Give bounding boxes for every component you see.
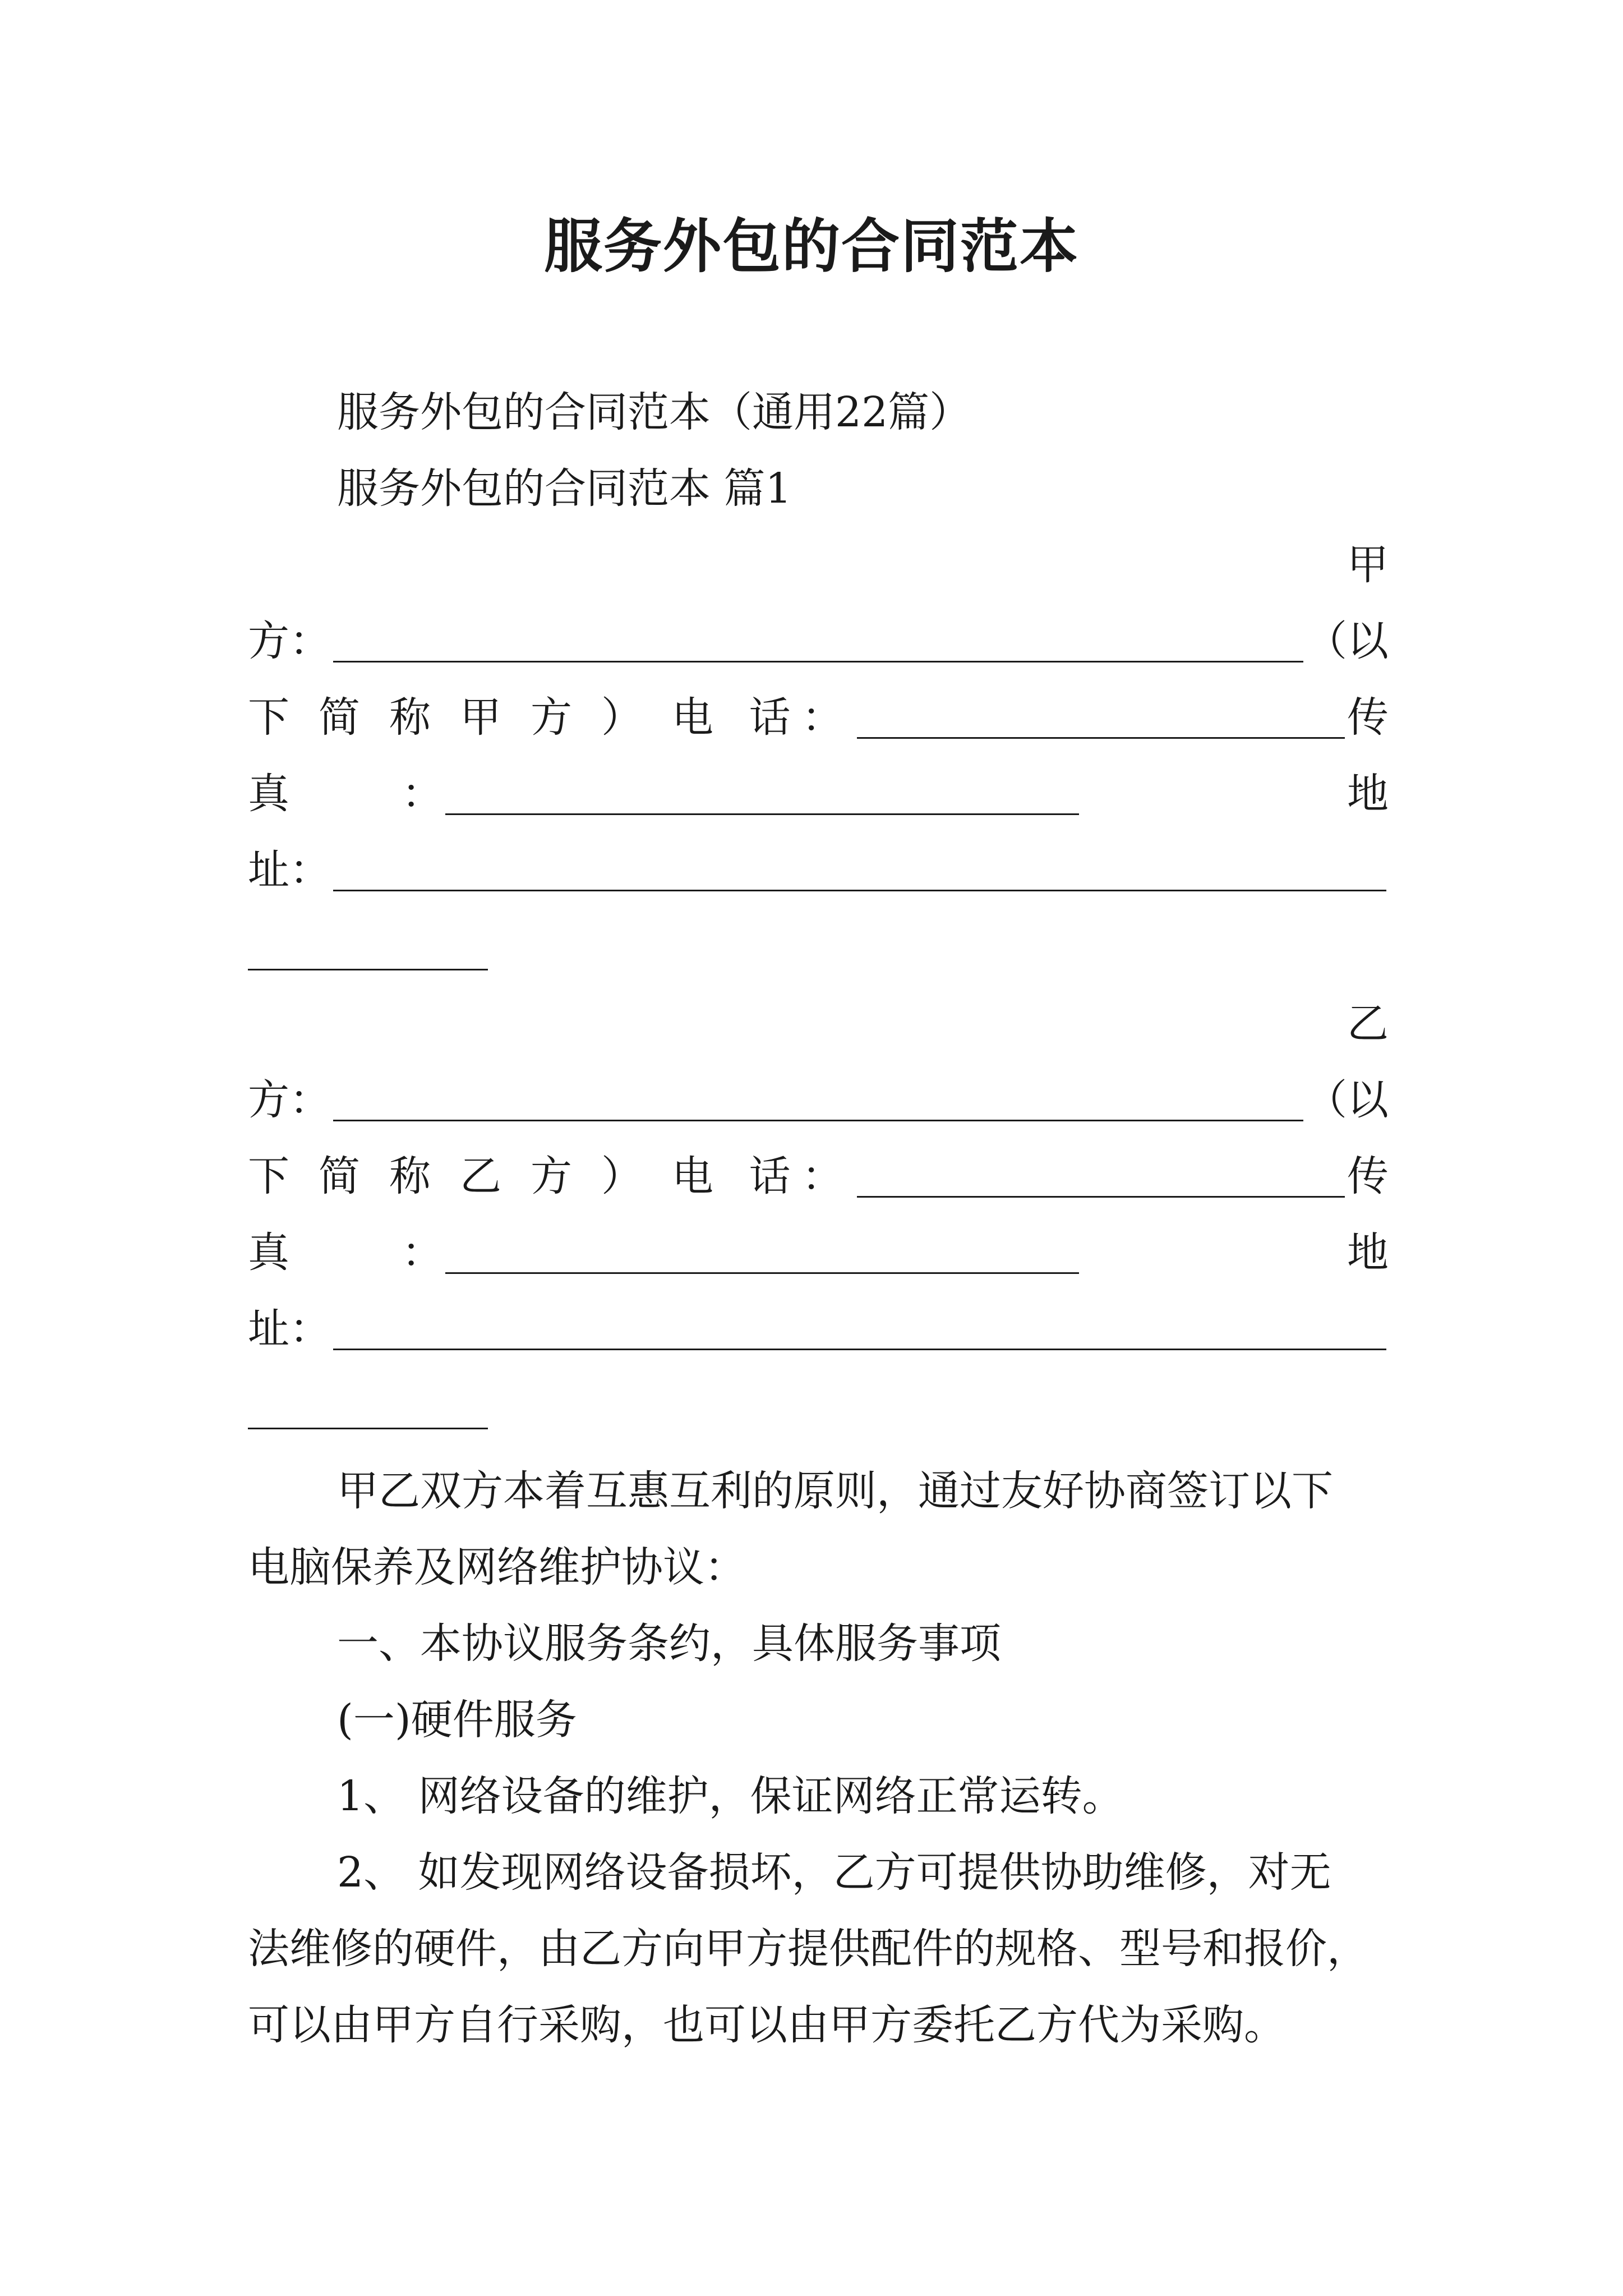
paragraph-1-line-1: 甲乙双方本着互惠互利的原则，通过友好协商签订以下 <box>337 1467 1333 1515</box>
subtitle: 服务外包的合同范本（通用22篇） <box>337 388 971 436</box>
party-b-name-row <box>248 1061 1389 1139</box>
party-a-addr-head: 地 <box>1347 770 1389 818</box>
paragraph-1-line-2: 电脑保养及网络维护协议： <box>248 1543 746 1591</box>
list-item-2-line-1: 2、 如发现网络设备损坏，乙方可提供协助维修，对无 <box>337 1848 1331 1897</box>
party-a-abbrev-line: 下简称甲方） <box>248 693 672 742</box>
party-b-phone-blank <box>857 1156 1345 1198</box>
section-1-heading: 一、本协议服务条约，具体服务事项 <box>337 1619 1001 1668</box>
party-a-abbrev-suffix: （以 <box>1306 617 1389 665</box>
party-b-phone-row <box>248 1137 1389 1216</box>
party-b-fax-row <box>248 1213 1389 1292</box>
party-b-role-row <box>248 984 1389 1063</box>
party-a-fax-label: 真 <box>248 770 289 818</box>
subsection-hardware-heading: (一)硬件服务 <box>337 1696 577 1744</box>
party-b-phone-label: 电 话： <box>672 1152 855 1200</box>
party-b-abbrev-line: 下简称乙方） <box>248 1152 672 1200</box>
party-b-addr-head: 地 <box>1347 1228 1389 1277</box>
party-b-fax-head: 传 <box>1347 1152 1389 1200</box>
list-item-2-line-2: 法维修的硬件，由乙方向甲方提供配件的规格、型号和报价， <box>248 1925 1368 1973</box>
party-a-name-blank <box>333 620 1303 662</box>
party-a-address-continuation-line <box>248 969 488 970</box>
party-b-role: 乙 <box>1347 1000 1389 1048</box>
party-a-role: 甲 <box>1347 541 1389 589</box>
party-b-fax-label: 真 <box>248 1228 289 1277</box>
list-item-2-line-3: 可以由甲方自行采购，也可以由甲方委托乙方代为采购。 <box>248 2001 1285 2049</box>
party-a-addr-label: 址： <box>248 846 331 894</box>
party-b-address-blank <box>333 1308 1386 1350</box>
party-b-name-blank <box>333 1079 1303 1121</box>
party-a-name-row <box>248 602 1389 680</box>
party-a-role-row <box>248 526 1389 604</box>
party-b-fax-blank <box>445 1232 1079 1274</box>
party-a-fax-blank <box>445 773 1079 815</box>
party-a-phone-blank <box>857 697 1345 739</box>
party-b-address-continuation-line <box>248 1428 488 1429</box>
party-a-address-row <box>248 831 1389 909</box>
party-b-address-row <box>248 1290 1389 1368</box>
party-a-phone-label: 电 话： <box>672 693 855 742</box>
party-a-fax-head: 传 <box>1347 693 1389 742</box>
party-b-label: 方： <box>248 1076 331 1124</box>
party-a-label: 方： <box>248 617 331 665</box>
list-item-1: 1、 网络设备的维护，保证网络正常运转。 <box>337 1772 1124 1820</box>
party-a-phone-row <box>248 678 1389 757</box>
section-heading: 服务外包的合同范本 篇1 <box>337 464 792 513</box>
party-b-addr-label: 址： <box>248 1305 331 1353</box>
document-title: 服务外包的合同范本 <box>543 211 1079 280</box>
party-a-address-blank <box>333 849 1386 891</box>
party-b-fax-colon: ： <box>402 1228 443 1277</box>
party-a-fax-colon: ： <box>402 770 443 818</box>
party-b-abbrev-suffix: （以 <box>1306 1076 1389 1124</box>
party-a-fax-row <box>248 754 1389 833</box>
